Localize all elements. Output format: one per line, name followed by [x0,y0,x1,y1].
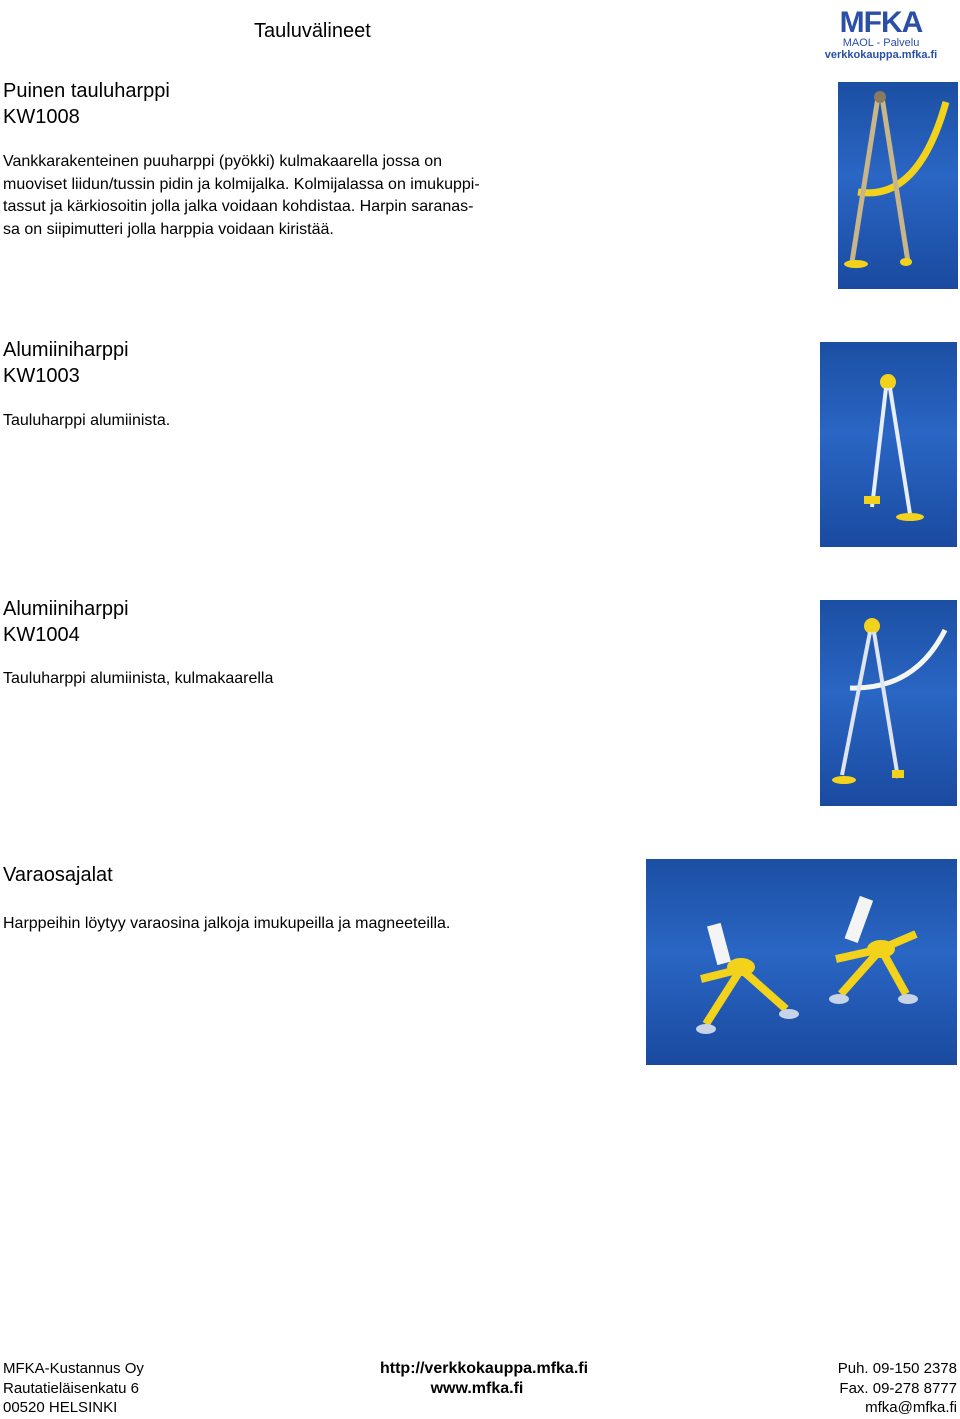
description-line: tassut ja kärkiosoitin jolla jalka voidaan kohdistaa. Harpin saranas- [3,198,474,215]
product-name: Alumiiniharppi [3,598,129,620]
wooden-compass-photo [838,82,958,289]
aluminium-compass-photo [820,342,957,547]
page-title: Tauluvälineet [254,20,371,42]
product-title [3,596,129,648]
product-description [3,410,170,433]
product-title [3,337,129,389]
product-description [3,668,273,691]
street-address: Rautatieläisenkatu 6 [3,1379,139,1397]
product-description [3,913,450,936]
product-code: KW1003 [3,365,80,387]
product-name: Puinen tauluharppi [3,80,170,102]
fax: Fax. 09-278 8777 [839,1379,957,1397]
product-name: Alumiiniharppi [3,339,129,361]
company-name: MFKA-Kustannus Oy [3,1360,144,1377]
logo-line2: verkkokauppa.mfka.fi [824,49,938,61]
mfka-logo-graphic [820,4,942,62]
description-line: Harppeihin löytyy varaosina jalkoja imukupeilla ja magneeteilla. [3,915,451,932]
product-title [3,862,113,888]
description-line: Tauluharppi alumiinista. [3,412,171,429]
footer-address [3,1359,144,1418]
description-line: sa on siipimutteri jolla harppia voidaan kiristää. [3,220,334,238]
spare-feet-photo [646,859,957,1065]
footer-links [380,1359,589,1398]
description-line: muoviset liidun/tussin pidin ja kolmijalka. Kolmijalassa on imukuppi- [3,175,480,193]
mfka-logo[interactable] [820,4,942,62]
product-code: KW1004 [3,624,80,646]
phone: Puh. 09-150 2378 [837,1360,957,1377]
description-line: Tauluharppi alumiinista, kulmakaarella [3,670,274,687]
webshop-link[interactable]: http://verkkokauppa.mfka.fi [380,1360,589,1377]
email-link[interactable]: mfka@mfka.fi [865,1399,957,1416]
description-line: Vankkarakenteinen puuharppi (pyökki) kulmakaarella jossa on [3,153,443,170]
product-code: KW1008 [3,106,80,128]
product-title [3,78,170,130]
product-name: Varaosajalat [3,864,113,886]
website-link[interactable]: www.mfka.fi [430,1379,524,1397]
aluminium-compass-arc-photo [820,600,957,806]
svg-text:MFKA: MFKA [839,6,923,39]
product-description [3,151,480,241]
postal-city: 00520 HELSINKI [3,1399,118,1416]
footer-contact [838,1359,957,1418]
logo-line1: MAOL - Palvelu [842,37,920,49]
